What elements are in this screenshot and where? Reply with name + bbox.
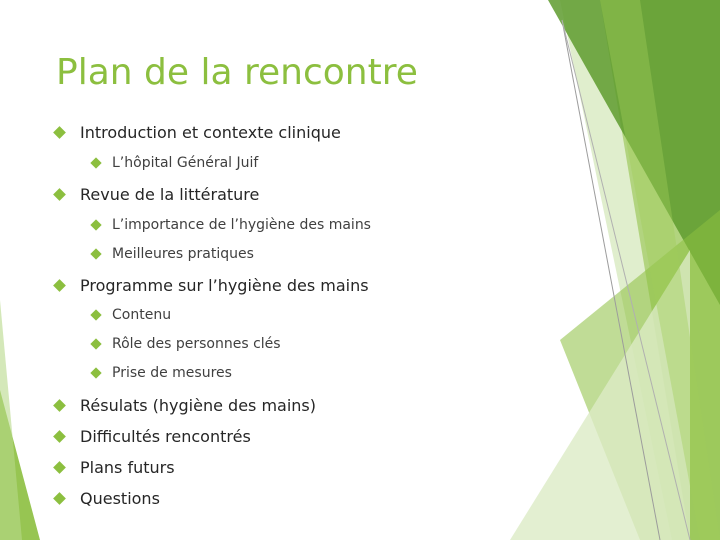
list-item	[55, 458, 175, 477]
diamond-bullet-icon	[53, 279, 66, 292]
list-item	[55, 489, 160, 508]
list-item	[92, 365, 232, 381]
diamond-bullet-icon	[90, 338, 101, 349]
list-item-text: Meilleures pratiques	[112, 246, 254, 262]
list-item-text: Rôle des personnes clés	[112, 336, 281, 352]
list-item-text: Prise de mesures	[112, 365, 232, 381]
list-item	[92, 307, 171, 323]
list-item-text: Résulats (hygiène des mains)	[80, 396, 317, 415]
diamond-bullet-icon	[53, 461, 66, 474]
diamond-bullet-icon	[53, 188, 66, 201]
list-item	[55, 123, 341, 142]
list-item	[55, 276, 369, 295]
list-item	[55, 396, 316, 415]
list-item	[55, 185, 259, 204]
slide-title: Plan de la rencontre	[56, 52, 418, 93]
list-item-text: Introduction et contexte clinique	[80, 123, 341, 142]
list-item-text: Questions	[80, 489, 160, 508]
list-item	[92, 155, 258, 171]
list-item	[92, 336, 281, 352]
list-item-text: L’hôpital Général Juif	[112, 155, 259, 171]
diamond-bullet-icon	[53, 492, 66, 505]
list-item	[55, 427, 251, 446]
diamond-bullet-icon	[53, 126, 66, 139]
diamond-bullet-icon	[90, 367, 101, 378]
diamond-bullet-icon	[53, 399, 66, 412]
list-item-text: Contenu	[112, 307, 172, 323]
diamond-bullet-icon	[90, 248, 101, 259]
diamond-bullet-icon	[90, 309, 101, 320]
list-item-text: Difficultés rencontrés	[80, 427, 251, 446]
list-item	[92, 246, 254, 262]
diamond-bullet-icon	[90, 219, 101, 230]
list-item	[92, 217, 371, 233]
list-item-text: L’importance de l’hygiène des mains	[112, 217, 371, 233]
list-item-text: Plans futurs	[80, 458, 175, 477]
diamond-bullet-icon	[53, 430, 66, 443]
diamond-bullet-icon	[90, 157, 101, 168]
list-item-text: Revue de la littérature	[80, 185, 260, 204]
list-item-text: Programme sur l’hygiène des mains	[80, 276, 369, 295]
